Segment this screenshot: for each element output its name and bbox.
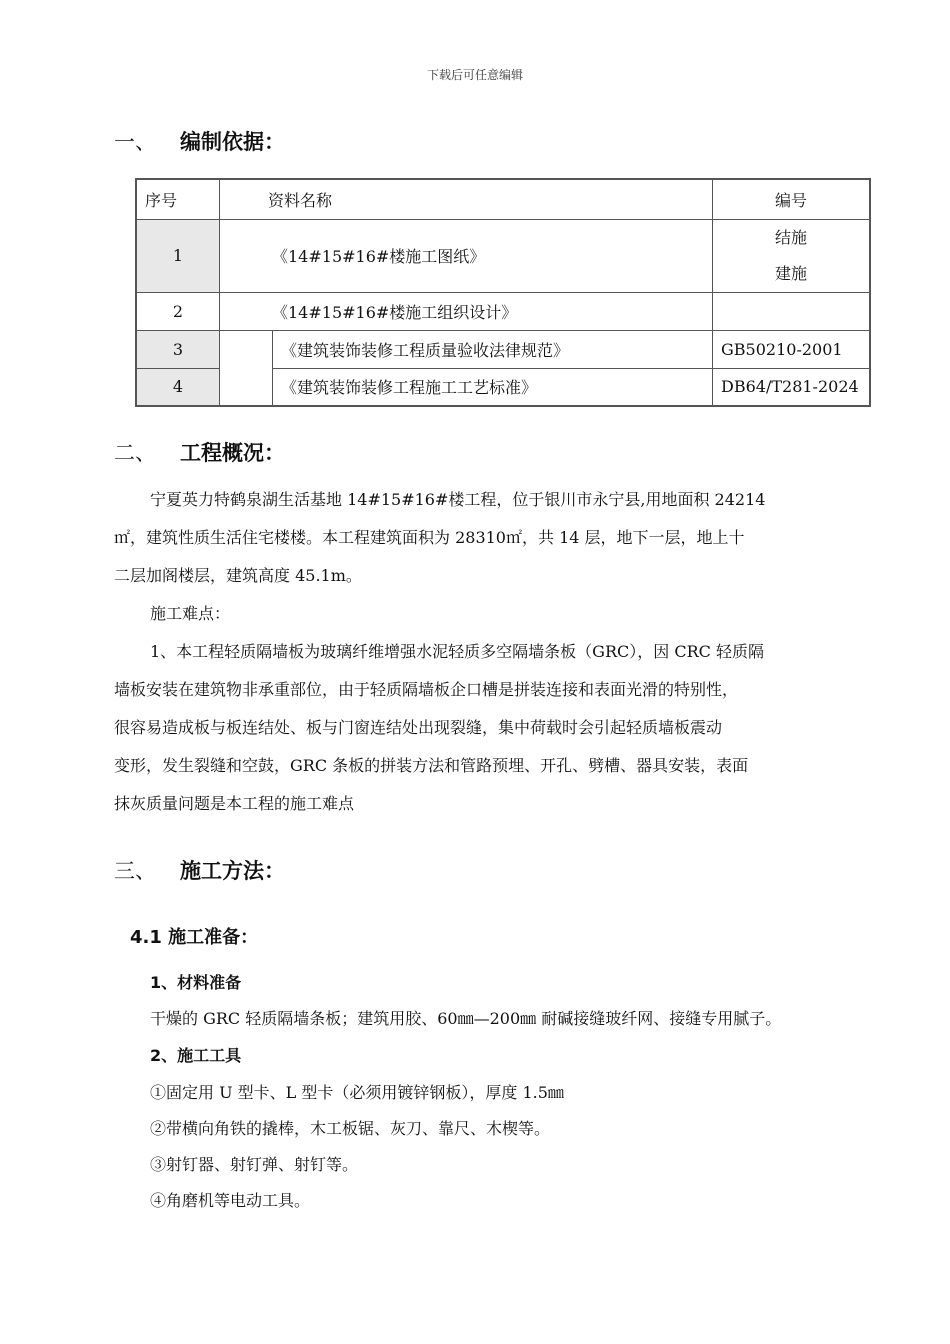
row-name: 《建筑装饰装修工程质量验收法律规范》	[273, 330, 713, 368]
tool-item: ②带横向角铁的撬棒，木工板锯、灰刀、靠尺、木楔等。	[150, 1119, 551, 1138]
row-name: 《14#15#16#楼施工图纸》	[220, 219, 713, 292]
section-number: 二、	[114, 441, 156, 465]
section-title: 工程概况：	[180, 441, 285, 465]
section-heading-3	[114, 855, 285, 885]
basis-table	[135, 178, 871, 407]
section-title: 施工方法：	[180, 859, 285, 883]
header-cell-code: 编号	[713, 179, 871, 219]
subsection-heading: 4.1 施工准备：	[130, 927, 259, 948]
code-line: 建施	[774, 263, 807, 283]
header-cell-no: 序号	[136, 179, 220, 219]
difficulty-label: 施工难点：	[150, 604, 231, 623]
text-line: 1、本工程轻质隔墙板为玻璃纤维增强水泥轻质多空隔墙条板（GRC），因 CRC 轻质隔	[150, 642, 764, 661]
table-row	[136, 330, 870, 368]
section-title: 编制依据：	[180, 130, 285, 154]
text-line: 墙板安装在建筑物非承重部位，由于轻质隔墙板企口槽是拼装连接和表面光滑的特别性，	[114, 680, 739, 699]
section-heading-2	[114, 437, 285, 467]
merged-blank-cell	[220, 330, 273, 406]
tool-item: ④角磨机等电动工具。	[150, 1191, 311, 1210]
row-name: 《14#15#16#楼施工组织设计》	[220, 292, 713, 330]
row-code	[713, 292, 871, 330]
row-code: GB50210-2001	[713, 330, 871, 368]
row-code: DB64/T281-2024	[713, 368, 871, 406]
text-line: 宁夏英力特鹤泉湖生活基地 14#15#16#楼工程，位于银川市永宁县,用地面积 24214	[150, 490, 766, 509]
header-note: 下载后可任意编辑	[426, 68, 523, 82]
text-line: 变形，发生裂缝和空鼓，GRC 条板的拼装方法和管路预埋、开孔、劈槽、器具安装，表面	[114, 756, 749, 775]
tool-item: ①固定用 U 型卡、L 型卡（必须用镀锌钢板），厚度 1.5㎜	[150, 1083, 564, 1102]
tool-item: ③射钉器、射钉弹、射钉等。	[150, 1155, 359, 1174]
section-number: 三、	[114, 859, 156, 883]
row-no: 2	[136, 292, 220, 330]
section-heading-1	[114, 126, 285, 156]
code-line: 结施	[774, 227, 807, 247]
text-line: ㎡，建筑性质生活住宅楼楼。本工程建筑面积为 28310㎡，共 14 层，地下一层，地上十	[114, 528, 745, 547]
table-row	[136, 292, 870, 330]
row-code	[713, 219, 871, 292]
table-header-row	[136, 179, 870, 219]
table-row	[136, 219, 870, 292]
section-number: 一、	[114, 130, 156, 154]
row-no: 1	[136, 219, 220, 292]
header-cell-name: 资料名称	[220, 179, 713, 219]
overview-paragraph	[114, 481, 765, 823]
row-no: 4	[136, 368, 220, 406]
row-name: 《建筑装饰装修工程施工工艺标准》	[273, 368, 713, 406]
row-no: 3	[136, 330, 220, 368]
text-line: 抹灰质量问题是本工程的施工难点	[114, 794, 355, 813]
text-line: 很容易造成板与板连结处、板与门窗连结处出现裂缝，集中荷载时会引起轻质墙板震动	[114, 718, 723, 737]
tools-heading: 2、施工工具	[150, 1046, 242, 1065]
text-line: 二层加阁楼层，建筑高度 45.1m。	[114, 566, 362, 585]
materials-text: 干燥的 GRC 轻质隔墙条板；建筑用胶、60㎜—200㎜ 耐碱接缝玻纤网、接缝专用腻子。	[150, 1009, 782, 1028]
materials-heading: 1、材料准备	[150, 973, 242, 992]
